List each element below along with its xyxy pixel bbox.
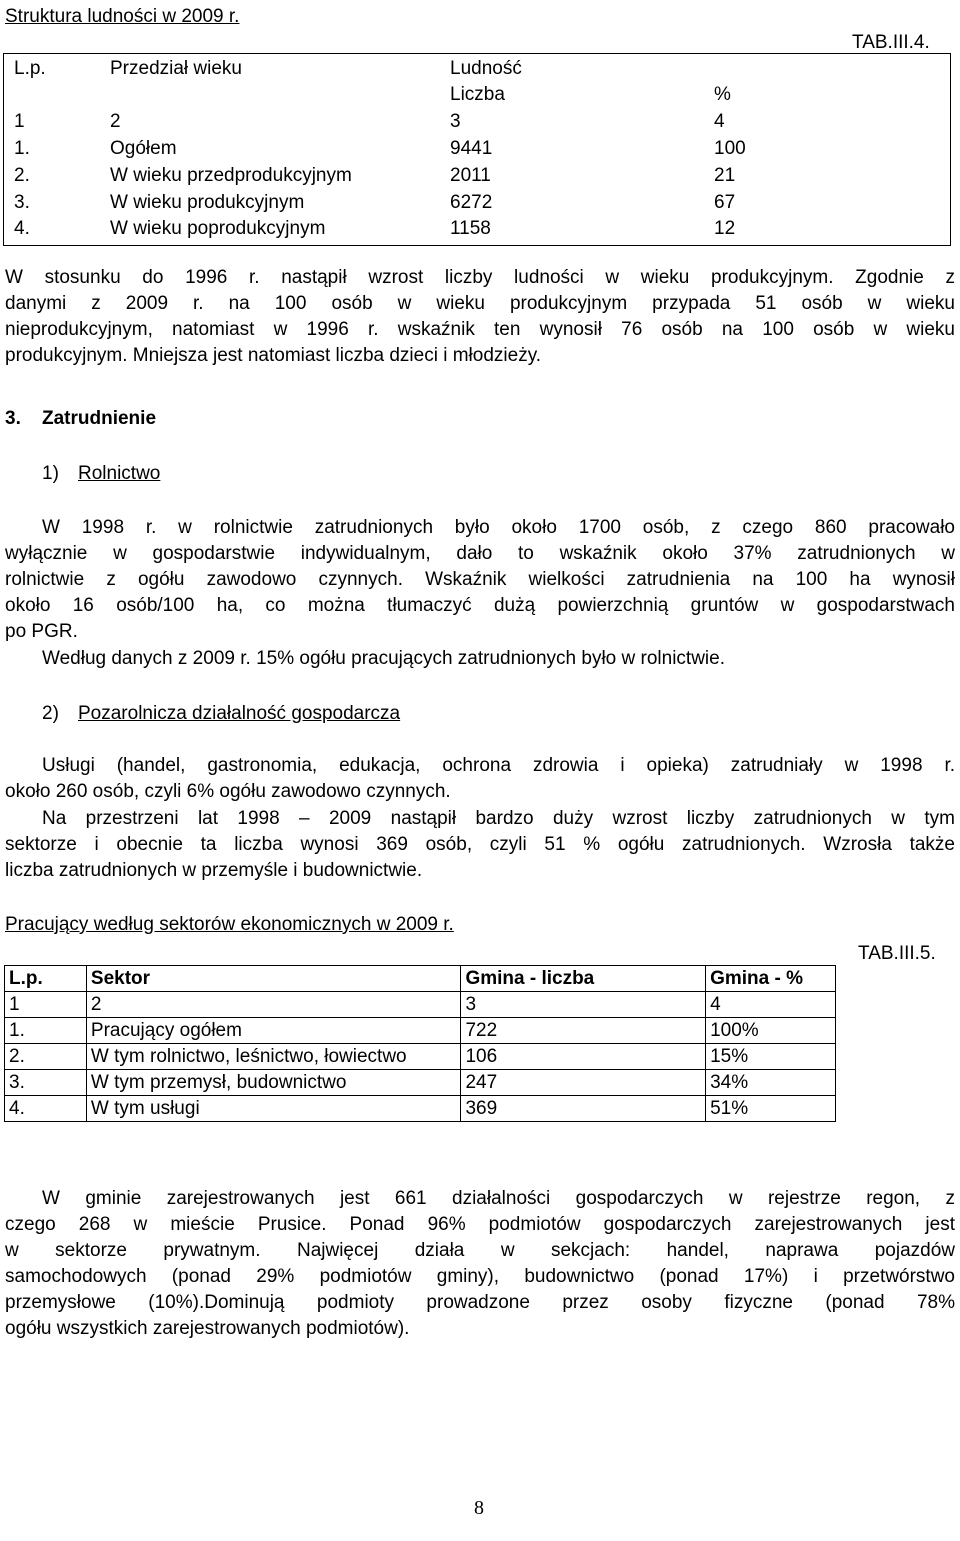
- table2-tab-label: TAB.III.5.: [858, 943, 936, 964]
- para4-line6: ogółu wszystkich zarejestrowanych podmiotów).: [5, 1318, 410, 1339]
- para2-line4: około 16 osób/100 ha, co można tłumaczyć dużą powierzchnią gruntów w gospodarstwach: [5, 595, 955, 616]
- page-number: 8: [474, 1497, 484, 1519]
- para3-line3: Na przestrzeni lat 1998 – 2009 nastąpił bardzo duży wzrost liczby zatrudnionych w tym: [42, 808, 955, 829]
- t2-head-sector: Sektor: [86, 966, 461, 992]
- t2-row2-label: W tym rolnictwo, leśnictwo, łowiectwo: [86, 1044, 461, 1070]
- t1-row3-lp: 3.: [14, 192, 30, 213]
- t2-num-1: 1: [5, 992, 87, 1018]
- t1-num-4: 4: [714, 111, 725, 132]
- t2-row2-pct: 15%: [706, 1044, 836, 1070]
- t2-row4-lp: 4.: [5, 1096, 87, 1122]
- t2-num-4: 4: [706, 992, 836, 1018]
- para4-line4: samochodowych (ponad 29% podmiotów gminy), budownictwo (ponad 17%) i przetwórstwo: [5, 1266, 955, 1287]
- t2-row1-lp: 1.: [5, 1018, 87, 1044]
- para1-line3: nieprodukcyjnym, natomiast w 1996 r. wskaźnik ten wynosił 76 osób na 100 osób w wieku: [5, 319, 955, 340]
- t1-row1-label: Ogółem: [110, 138, 177, 159]
- t2-head-count: Gmina - liczba: [461, 966, 706, 992]
- t1-row2-lp: 2.: [14, 165, 30, 186]
- t2-row3-label: W tym przemysł, budownictwo: [86, 1070, 461, 1096]
- sub1-title: Rolnictwo: [78, 463, 161, 484]
- t2-num-3: 3: [461, 992, 706, 1018]
- t1-head-count: Liczba: [450, 84, 505, 105]
- sub1-number: 1): [42, 463, 59, 484]
- t1-num-2: 2: [110, 111, 121, 132]
- sectors-table: [4, 965, 836, 1122]
- t2-row4-count: 369: [461, 1096, 706, 1122]
- para4-line1: W gminie zarejestrowanych jest 661 działalności gospodarczych w rejestrze regon, z: [42, 1188, 955, 1209]
- para2-line1: W 1998 r. w rolnictwie zatrudnionych było około 1700 osób, z czego 860 pracowało: [42, 517, 955, 538]
- t1-num-1: 1: [14, 111, 25, 132]
- para1-line4: produkcyjnym. Mniejsza jest natomiast liczba dzieci i młodzieży.: [5, 345, 542, 366]
- table1-tab-label: TAB.III.4.: [852, 32, 930, 53]
- t2-row3-pct: 34%: [706, 1070, 836, 1096]
- t2-row2-lp: 2.: [5, 1044, 87, 1070]
- t1-row3-label: W wieku produkcyjnym: [110, 192, 305, 213]
- sub2-title: Pozarolnicza działalność gospodarcza: [78, 703, 401, 724]
- t2-row3-lp: 3.: [5, 1070, 87, 1096]
- para3-line4: sektorze i obecnie ta liczba wynosi 369 osób, czyli 51 % ogółu zatrudnionych. Wzrosła także: [5, 834, 955, 855]
- para2-line2: wyłącznie w gospodarstwie indywidualnym, dało to wskaźnik około 37% zatrudnionych w: [5, 543, 955, 564]
- t2-row4-pct: 51%: [706, 1096, 836, 1122]
- para4-line2: czego 268 w mieście Prusice. Ponad 96% podmiotów gospodarczych zarejestrowanych jest: [5, 1214, 955, 1235]
- section3-title: Zatrudnienie: [42, 408, 157, 429]
- para2-line5: po PGR.: [5, 621, 78, 642]
- para2-line6: Według danych z 2009 r. 15% ogółu pracujących zatrudnionych było w rolnictwie.: [42, 648, 725, 669]
- t1-row1-count: 9441: [450, 138, 493, 159]
- section3-number: 3.: [5, 408, 21, 429]
- t2-row1-pct: 100%: [706, 1018, 836, 1044]
- t1-row2-label: W wieku przedprodukcyjnym: [110, 165, 352, 186]
- t2-row1-label: Pracujący ogółem: [86, 1018, 461, 1044]
- t1-row4-lp: 4.: [14, 218, 30, 239]
- t2-num-2: 2: [86, 992, 461, 1018]
- table2-title: Pracujący według sektorów ekonomicznych w 2009 r.: [5, 914, 454, 935]
- t1-head-range: Przedział wieku: [110, 58, 242, 79]
- t2-row2-count: 106: [461, 1044, 706, 1070]
- para4-line5: przemysłowe (10%).Dominują podmioty prowadzone przez osoby fizyczne (ponad 78%: [5, 1292, 955, 1313]
- t1-row4-pct: 12: [714, 218, 736, 239]
- t1-row1-pct: 100: [714, 138, 746, 159]
- para3-line5: liczba zatrudnionych w przemyśle i budownictwie.: [5, 860, 423, 881]
- t2-head-lp: L.p.: [5, 966, 87, 992]
- t1-row4-label: W wieku poprodukcyjnym: [110, 218, 326, 239]
- t2-row4-label: W tym usługi: [86, 1096, 461, 1122]
- para4-line3: w sektorze prywatnym. Najwięcej działa w sekcjach: handel, naprawa pojazdów: [5, 1240, 955, 1261]
- t1-row1-lp: 1.: [14, 138, 30, 159]
- para1-line1: W stosunku do 1996 r. nastąpił wzrost liczby ludności w wieku produkcyjnym. Zgodnie z: [5, 267, 955, 288]
- para3-line1: Usługi (handel, gastronomia, edukacja, ochrona zdrowia i opieka) zatrudniały w 1998 r.: [42, 755, 955, 776]
- t1-row2-count: 2011: [450, 165, 491, 186]
- table1-title: Struktura ludności w 2009 r.: [5, 6, 240, 27]
- para3-line2: około 260 osób, czyli 6% ogółu zawodowo czynnych.: [5, 781, 451, 802]
- t1-head-lp: L.p.: [14, 58, 46, 79]
- t1-row4-count: 1158: [450, 218, 491, 239]
- t1-head-pct: %: [714, 84, 731, 105]
- t1-num-3: 3: [450, 111, 461, 132]
- t2-row3-count: 247: [461, 1070, 706, 1096]
- t1-row2-pct: 21: [714, 165, 736, 186]
- t1-head-pop: Ludność: [450, 58, 522, 79]
- para1-line2: danymi z 2009 r. na 100 osób w wieku produkcyjnym przypada 51 osób w wieku: [5, 293, 955, 314]
- sub2-number: 2): [42, 703, 59, 724]
- t1-row3-pct: 67: [714, 192, 736, 213]
- t1-row3-count: 6272: [450, 192, 493, 213]
- t2-head-pct: Gmina - %: [706, 966, 836, 992]
- para2-line3: rolnictwie z ogółu zawodowo czynnych. Wskaźnik wielkości zatrudnienia na 100 ha wynosił: [5, 569, 955, 590]
- t2-row1-count: 722: [461, 1018, 706, 1044]
